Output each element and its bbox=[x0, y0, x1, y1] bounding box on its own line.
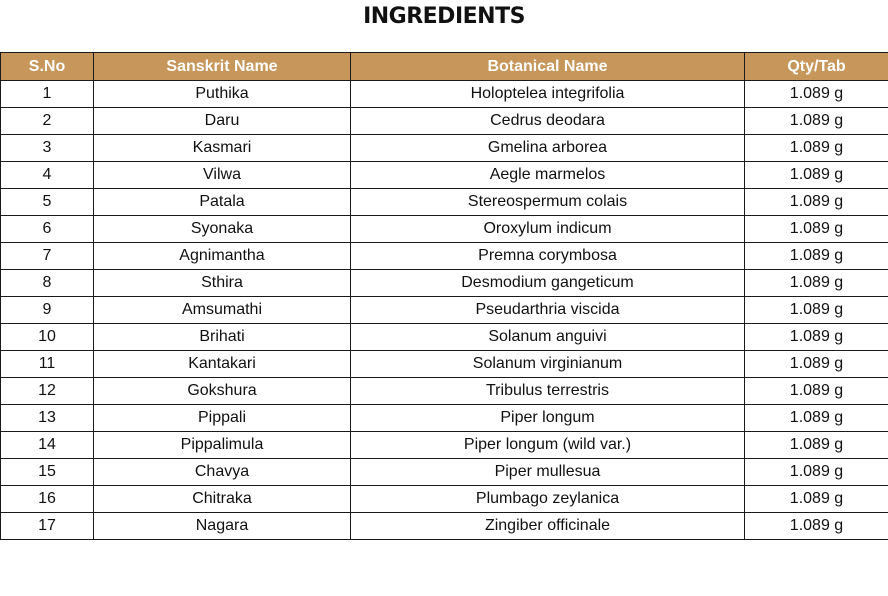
cell-botanical-name: Piper mullesua bbox=[351, 459, 745, 486]
cell-botanical-name: Solanum anguivi bbox=[351, 324, 745, 351]
cell-serial-number: 7 bbox=[1, 243, 94, 270]
cell-serial-number: 9 bbox=[1, 297, 94, 324]
table-header-row bbox=[1, 53, 888, 81]
cell-botanical-name: Pseudarthria viscida bbox=[351, 297, 745, 324]
cell-botanical-name: Cedrus deodara bbox=[351, 108, 745, 135]
cell-botanical-name: Gmelina arborea bbox=[351, 135, 745, 162]
cell-quantity: 1.089 g bbox=[745, 459, 888, 486]
cell-serial-number: 2 bbox=[1, 108, 94, 135]
cell-serial-number: 16 bbox=[1, 486, 94, 513]
cell-sanskrit-name: Kasmari bbox=[94, 135, 351, 162]
cell-serial-number: 13 bbox=[1, 405, 94, 432]
cell-sanskrit-name: Agnimantha bbox=[94, 243, 351, 270]
cell-quantity: 1.089 g bbox=[745, 432, 888, 459]
table-row bbox=[1, 162, 888, 189]
header-serial-number: S.No bbox=[1, 53, 94, 81]
table-row bbox=[1, 432, 888, 459]
cell-quantity: 1.089 g bbox=[745, 108, 888, 135]
table-row bbox=[1, 378, 888, 405]
cell-botanical-name: Plumbago zeylanica bbox=[351, 486, 745, 513]
table-row bbox=[1, 297, 888, 324]
cell-quantity: 1.089 g bbox=[745, 324, 888, 351]
cell-serial-number: 6 bbox=[1, 216, 94, 243]
table-row bbox=[1, 216, 888, 243]
cell-sanskrit-name: Kantakari bbox=[94, 351, 351, 378]
header-sanskrit-name: Sanskrit Name bbox=[94, 53, 351, 81]
cell-quantity: 1.089 g bbox=[745, 270, 888, 297]
cell-quantity: 1.089 g bbox=[745, 243, 888, 270]
cell-botanical-name: Aegle marmelos bbox=[351, 162, 745, 189]
cell-botanical-name: Stereospermum colais bbox=[351, 189, 745, 216]
cell-serial-number: 8 bbox=[1, 270, 94, 297]
cell-serial-number: 17 bbox=[1, 513, 94, 540]
table-row bbox=[1, 189, 888, 216]
cell-serial-number: 1 bbox=[1, 81, 94, 108]
cell-sanskrit-name: Gokshura bbox=[94, 378, 351, 405]
ingredients-table bbox=[0, 52, 888, 540]
cell-sanskrit-name: Pippalimula bbox=[94, 432, 351, 459]
cell-serial-number: 15 bbox=[1, 459, 94, 486]
cell-botanical-name: Solanum virginianum bbox=[351, 351, 745, 378]
cell-quantity: 1.089 g bbox=[745, 405, 888, 432]
cell-sanskrit-name: Vilwa bbox=[94, 162, 351, 189]
cell-botanical-name: Desmodium gangeticum bbox=[351, 270, 745, 297]
cell-quantity: 1.089 g bbox=[745, 486, 888, 513]
cell-sanskrit-name: Chitraka bbox=[94, 486, 351, 513]
cell-quantity: 1.089 g bbox=[745, 297, 888, 324]
cell-botanical-name: Zingiber officinale bbox=[351, 513, 745, 540]
table-row bbox=[1, 405, 888, 432]
cell-sanskrit-name: Nagara bbox=[94, 513, 351, 540]
table-body bbox=[1, 81, 888, 540]
cell-serial-number: 11 bbox=[1, 351, 94, 378]
page-title: INGREDIENTS bbox=[363, 4, 525, 29]
table-row bbox=[1, 135, 888, 162]
cell-botanical-name: Tribulus terrestris bbox=[351, 378, 745, 405]
cell-serial-number: 14 bbox=[1, 432, 94, 459]
cell-quantity: 1.089 g bbox=[745, 216, 888, 243]
cell-sanskrit-name: Sthira bbox=[94, 270, 351, 297]
cell-botanical-name: Piper longum (wild var.) bbox=[351, 432, 745, 459]
cell-serial-number: 3 bbox=[1, 135, 94, 162]
cell-sanskrit-name: Puthika bbox=[94, 81, 351, 108]
header-botanical-name: Botanical Name bbox=[351, 53, 745, 81]
cell-botanical-name: Oroxylum indicum bbox=[351, 216, 745, 243]
cell-quantity: 1.089 g bbox=[745, 162, 888, 189]
cell-quantity: 1.089 g bbox=[745, 513, 888, 540]
cell-botanical-name: Premna corymbosa bbox=[351, 243, 745, 270]
cell-quantity: 1.089 g bbox=[745, 135, 888, 162]
table-row bbox=[1, 324, 888, 351]
cell-sanskrit-name: Daru bbox=[94, 108, 351, 135]
cell-quantity: 1.089 g bbox=[745, 351, 888, 378]
cell-serial-number: 12 bbox=[1, 378, 94, 405]
table-row bbox=[1, 243, 888, 270]
cell-sanskrit-name: Chavya bbox=[94, 459, 351, 486]
cell-sanskrit-name: Patala bbox=[94, 189, 351, 216]
table-row bbox=[1, 351, 888, 378]
table-row bbox=[1, 486, 888, 513]
table-row bbox=[1, 108, 888, 135]
cell-sanskrit-name: Amsumathi bbox=[94, 297, 351, 324]
cell-quantity: 1.089 g bbox=[745, 378, 888, 405]
cell-serial-number: 5 bbox=[1, 189, 94, 216]
table-row bbox=[1, 459, 888, 486]
cell-serial-number: 10 bbox=[1, 324, 94, 351]
cell-botanical-name: Piper longum bbox=[351, 405, 745, 432]
cell-sanskrit-name: Brihati bbox=[94, 324, 351, 351]
table-row bbox=[1, 81, 888, 108]
cell-sanskrit-name: Syonaka bbox=[94, 216, 351, 243]
header-quantity-per-tab: Qty/Tab bbox=[745, 53, 888, 81]
cell-sanskrit-name: Pippali bbox=[94, 405, 351, 432]
table-row bbox=[1, 513, 888, 540]
table-row bbox=[1, 270, 888, 297]
cell-serial-number: 4 bbox=[1, 162, 94, 189]
cell-botanical-name: Holoptelea integrifolia bbox=[351, 81, 745, 108]
cell-quantity: 1.089 g bbox=[745, 81, 888, 108]
cell-quantity: 1.089 g bbox=[745, 189, 888, 216]
